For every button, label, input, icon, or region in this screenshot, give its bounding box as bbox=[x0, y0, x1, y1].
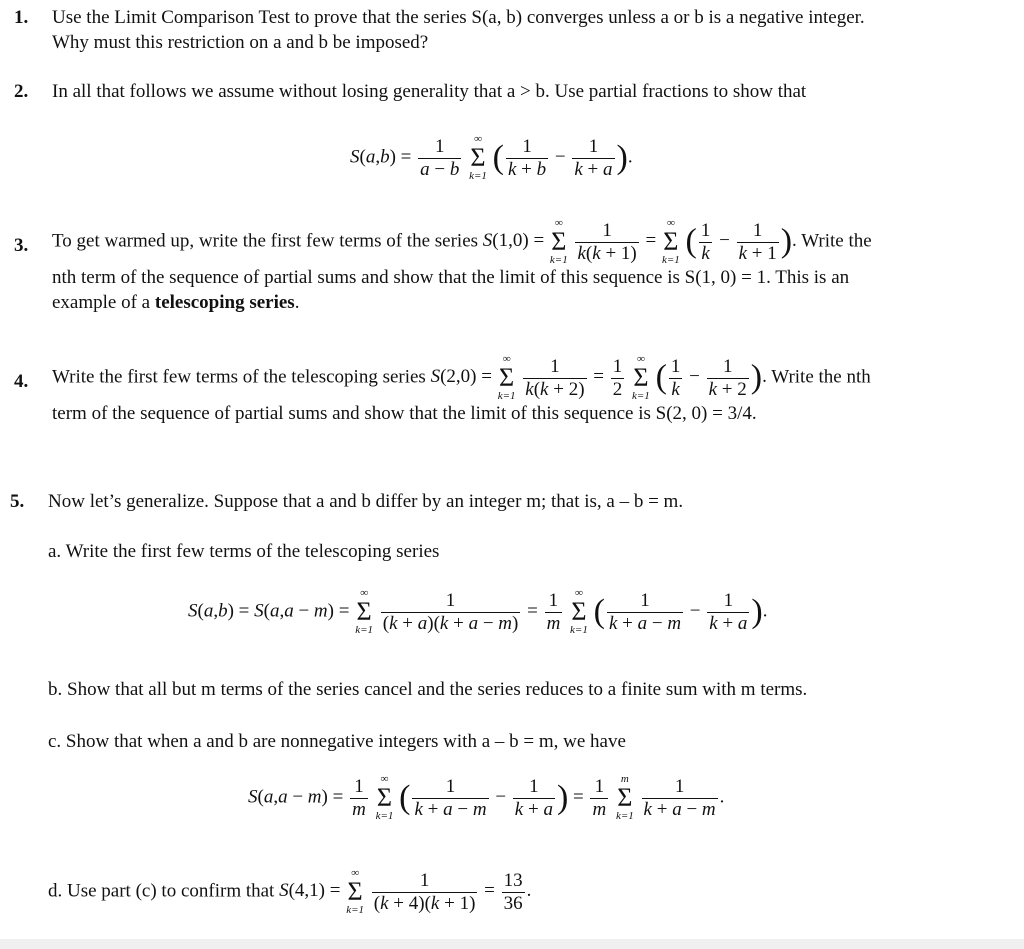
item-3-line-1-post: Write the bbox=[801, 230, 872, 252]
item-3-inline-equation: S(1,0) = ∞ Σ k=1 $\frac{1}{k(k + 1)}$ = ∞ Σ k=1 ( $\frac{1}{k}$ − $\frac{1}{k + 1}$ ). bbox=[482, 217, 802, 266]
item-3-line-3 bbox=[52, 291, 1012, 316]
item-4-line-2: term of the sequence of partial sums and show that the limit of this sequence is S(2, 0) = 3/4. bbox=[52, 403, 757, 424]
item-1-number: 1. bbox=[14, 7, 29, 28]
item-3-text bbox=[52, 218, 1012, 315]
item-5-line-1: Now let’s generalize. Suppose that a and b differ by an integer m; that is, a – b = m. bbox=[48, 491, 684, 512]
item-1-text bbox=[52, 6, 1002, 55]
item-5b-text: b. Show that all but m terms of the series cancel and the series reduces to a finite sum with m terms. bbox=[48, 679, 808, 700]
item-4-number: 4. bbox=[14, 371, 29, 392]
telescoping-series-term: telescoping series bbox=[154, 291, 295, 313]
item-3-line-3-post: . bbox=[294, 291, 300, 313]
item-2-number: 2. bbox=[14, 81, 29, 102]
item-3-line-2: nth term of the sequence of partial sums and show that the limit of this sequence is S(1, 0) = 1. This is an bbox=[52, 267, 850, 288]
item-4-line-1 bbox=[52, 354, 1012, 402]
item-3-line-1-pre: To get warmed up, write the first few terms of the series bbox=[52, 230, 479, 252]
item-3-line-3-pre: example of a bbox=[52, 291, 151, 313]
item-4-text bbox=[52, 354, 1012, 427]
item-5-number: 5. bbox=[10, 491, 25, 512]
item-5c-equation: S(a,a − m) = $\frac{1}{m}$ ∞ Σ k=1 ( $\frac{1}{k + a - m}$ − $\frac{1}{k + a}$ ) = $\frac{1}{m}$ m Σ k=1 $\frac{1}{k + a - m}$ . bbox=[248, 773, 725, 822]
item-5d-equation: S(4,1) = ∞ Σ k=1 $\frac{1}{(k + 4)(k + 1)}$ = $\frac{13}{36}$ . bbox=[279, 867, 532, 916]
item-4-inline-equation: S(2,0) = ∞ Σ k=1 $\frac{1}{k(k + 2)}$ = $\frac{1}{2}$ ∞ Σ k=1 ( $\frac{1}{k}$ − $\frac{1}{k + 2}$ ). bbox=[430, 353, 772, 402]
item-3-line-1 bbox=[52, 218, 1012, 266]
item-1-line-1: Use the Limit Comparison Test to prove that the series S(a, b) converges unless a or b is a negative integer. bbox=[52, 7, 865, 28]
bottom-edge-strip bbox=[0, 939, 1024, 949]
item-1-line-2: Why must this restriction on a and b be imposed? bbox=[52, 31, 429, 53]
item-5c-text: c. Show that when a and b are nonnegative integers with a – b = m, we have bbox=[48, 731, 626, 752]
item-4-line-1-pre: Write the first few terms of the telescoping series bbox=[52, 366, 426, 388]
item-3-number: 3. bbox=[14, 235, 29, 256]
item-5d-text bbox=[48, 868, 1008, 916]
item-2-line-1: In all that follows we assume without losing generality that a > b. Use partial fractions to show that bbox=[52, 81, 807, 102]
item-5a-text: a. Write the first few terms of the telescoping series bbox=[48, 541, 440, 562]
item-5a-equation: S(a,b) = S(a,a − m) = ∞ Σ k=1 $\frac{1}{(k + a)(k + a - m)}$ = $\frac{1}{m}$ ∞ Σ k=1 ( $\frac{1}{k + a - m}$ − $\frac{1}{k + a}$ ). bbox=[188, 587, 768, 636]
item-2-equation: S(a,b) = $\frac{1}{a - b}$ ∞ Σ k=1 ( $\frac{1}{k + b}$ − $\frac{1}{k + a}$ ). bbox=[350, 133, 633, 182]
item-4-line-1-post: Write the nth bbox=[771, 366, 871, 388]
item-5d-pre: d. Use part (c) to confirm that bbox=[48, 880, 275, 902]
